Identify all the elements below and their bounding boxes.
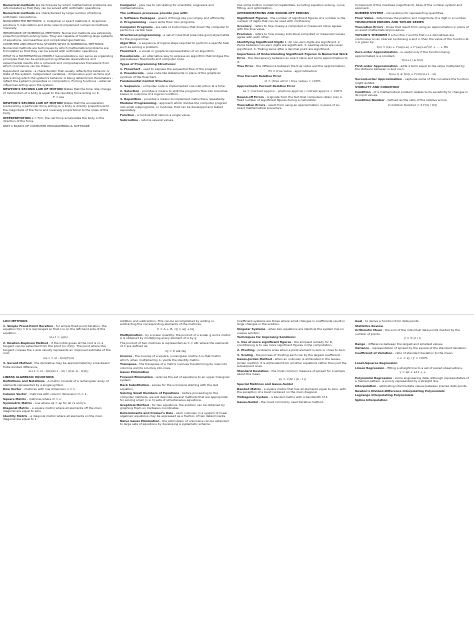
text-column-3 bbox=[237, 4, 348, 310]
paragraph-heading: APPROXIMATIONS AND ROUND-OFF ERRORS bbox=[237, 11, 310, 16]
paragraph-heading: 1. Software Packages bbox=[120, 15, 156, 20]
paragraph-heading: Transpose bbox=[120, 362, 137, 367]
paragraph-text: - returns several values. bbox=[139, 117, 175, 122]
paragraph bbox=[237, 4, 348, 11]
paragraph bbox=[237, 33, 348, 40]
paragraph bbox=[120, 342, 231, 349]
paragraph-text: - a module that returns a single value. bbox=[135, 112, 191, 117]
paragraph-text: If a function f and its first n+1 derivatives are continuous on an interval containing a and x, then the value of the function at x is given by: bbox=[355, 33, 469, 45]
paragraph-text: a = F/m, the net force accelerates the body in the direction of the force. bbox=[3, 115, 105, 124]
paragraph-text: - some engineering data, although representative of a marked pattern, is poorly represented by a straight line. bbox=[355, 375, 469, 384]
paragraph-text: - each unknown in a system of linear algebraic equations may be expressed as a fraction of two determinants. bbox=[120, 410, 228, 419]
paragraph-text: - when an unknown is eliminated in the Gauss-Jordan method, it is eliminated from all other equations rather than just the subsequent ones. bbox=[237, 357, 347, 369]
paragraph-text: - the most commonly used iterative method. bbox=[259, 399, 324, 404]
paragraph-text: - defined as the ratio of the relative errors. bbox=[385, 98, 448, 103]
paragraph-text: Component of the mantissa (significand), base of the number system and exponent. bbox=[355, 4, 463, 11]
paragraph-text: - computer code is implemented one instruction at a time. bbox=[140, 84, 226, 89]
paragraph-text: - of a mathematical problem relates to its sensitivity to changes in its input values. bbox=[355, 89, 468, 98]
paragraph-text: - for two equations, the solution can be obtained by graphing them on Cartesian coordinates. bbox=[120, 402, 225, 411]
paragraph-heading: Newton's Divided-Difference Interpolating Polynomials bbox=[355, 388, 445, 393]
paragraph bbox=[237, 80, 348, 83]
paragraph-text: - representation of spread by the square of the standard deviation. bbox=[370, 346, 467, 351]
paragraph bbox=[355, 65, 470, 72]
paragraph bbox=[120, 55, 231, 62]
paragraph bbox=[120, 102, 231, 112]
formula: C = A + B, cij = aij + bij bbox=[156, 327, 195, 332]
paragraph-text: - the number of significant figures of a number is the number of digits that can be used with confidence. bbox=[237, 15, 346, 24]
paragraph-text: - refers to how closely individual computed or measured values agree with each other. bbox=[237, 31, 345, 40]
paragraph bbox=[120, 34, 231, 41]
paragraph-text: are characterized by large number of tedious arithmetic calculations. bbox=[3, 11, 102, 19]
page-divider bbox=[0, 314, 474, 315]
paragraph-heading: Function bbox=[120, 112, 135, 117]
paragraph-heading: Condition bbox=[355, 89, 371, 94]
paragraph-heading: 3. Secant Method bbox=[3, 361, 32, 366]
paragraph-heading: INTERPRETATION bbox=[3, 115, 31, 120]
paragraph-text: - a visual or graphical representation of an algorithm. bbox=[137, 49, 215, 54]
formula: f(xi+1) ≅ f(xi) + f'(xi)(xi+1 - xi) bbox=[388, 71, 437, 76]
paragraph-heading: Column Vector bbox=[3, 392, 27, 397]
paragraph-heading: Square Matrix bbox=[3, 396, 27, 401]
paragraph bbox=[3, 88, 114, 95]
paragraph-heading: 2. Pivoting bbox=[237, 347, 255, 352]
paragraph bbox=[3, 370, 114, 373]
paragraph-heading: Precision bbox=[237, 31, 252, 36]
paragraph bbox=[237, 104, 348, 111]
paragraph-heading: NEWTON'S SECOND LAW OF MOTION bbox=[3, 87, 63, 92]
paragraph-text: - the sum of the individual data points divided by the number of points. bbox=[355, 328, 460, 336]
paragraph-heading: Row Vector bbox=[3, 387, 22, 392]
paragraph bbox=[237, 401, 348, 404]
paragraph-heading: Truncation Errors bbox=[355, 25, 384, 30]
formula: y = a0 + a1x + e bbox=[399, 370, 426, 375]
paragraph-text: - result from using an approximation in place of an exact mathematical procedure. bbox=[237, 102, 340, 111]
paragraph bbox=[3, 32, 114, 42]
paragraph-heading: Back Substitution bbox=[120, 383, 149, 388]
paragraph-text: - estimating intermediate values between precise data points. bbox=[377, 384, 468, 389]
paragraph-heading: Least-Squares Regression bbox=[355, 361, 398, 366]
paragraph bbox=[3, 380, 114, 387]
text-column-2 bbox=[120, 4, 231, 310]
paragraph-heading: Subroutine bbox=[120, 117, 139, 122]
paragraph-heading: Singular Systems bbox=[237, 327, 266, 332]
text-column-4 bbox=[355, 4, 470, 310]
paragraph-text: States that the acceleration produced by a particular force acting on a body is directly proportional to the magnitude of the force and inversely proportional to the mass of the body. bbox=[3, 100, 110, 116]
paragraph bbox=[120, 72, 231, 79]
paragraph-heading: Round-off Errors bbox=[237, 94, 264, 99]
paragraph bbox=[3, 342, 114, 356]
paragraph-heading: Linear Regression bbox=[355, 365, 385, 370]
paragraph bbox=[120, 328, 231, 331]
paragraph bbox=[237, 358, 348, 368]
paragraph-heading: Goal bbox=[355, 320, 363, 323]
paragraph-text: - the derivative may be approximated by a backward finite divided difference. bbox=[3, 361, 110, 369]
paragraph-heading: Arithmetic Mean bbox=[355, 328, 383, 333]
paragraph-text: - difference between the largest and smallest values. bbox=[366, 341, 444, 346]
paragraph bbox=[120, 4, 231, 11]
paragraph-heading: Accuracy bbox=[237, 23, 252, 28]
paragraph bbox=[3, 20, 114, 30]
paragraph-heading: Range bbox=[355, 341, 366, 346]
paragraph bbox=[120, 320, 231, 327]
paragraph bbox=[120, 90, 231, 97]
paragraph-text: - captures some of the curvature the function might exhibit. bbox=[355, 77, 469, 85]
paragraph-text: - matrices where m = n. bbox=[26, 396, 63, 401]
paragraph bbox=[3, 362, 114, 369]
paragraph-text: - reduces the set of equations to an upper triangular system. bbox=[120, 375, 230, 383]
paragraph-text: - one where aij = aji for all i's and j's. bbox=[32, 401, 87, 406]
paragraph bbox=[120, 404, 231, 411]
paragraph-heading: Standard Deviation bbox=[237, 368, 269, 373]
text-column-2 bbox=[120, 320, 231, 626]
paragraph bbox=[355, 59, 470, 62]
paragraph-heading: Special Matrices and Gauss-Seidel bbox=[237, 382, 293, 387]
paragraph-text: PART 1 BASICS OF COMPUTER PROGRAMMING & SOFTWARE bbox=[3, 123, 90, 128]
paragraph-heading: Zero-order Approximation bbox=[355, 50, 398, 55]
paragraph bbox=[120, 350, 231, 353]
paragraph bbox=[120, 42, 231, 49]
paragraph-heading: 2. Newton-Raphson Method bbox=[3, 340, 49, 345]
paragraph bbox=[3, 102, 114, 116]
paragraph-text: - the discrepancy between an exact value and some approximation to it. bbox=[237, 56, 348, 64]
paragraph bbox=[237, 320, 348, 327]
paragraph-text: - originate from the fact that computers retain only a fixed number of significant figures during a calculation. bbox=[237, 94, 342, 103]
formula: f(xi+1) ≅ f(xi) bbox=[401, 58, 424, 63]
paragraph bbox=[355, 329, 470, 336]
paragraph-text: - conventions for representing quantities. bbox=[384, 11, 445, 16]
paragraph-heading: 1. Simple Fixed-Point Iteration bbox=[3, 323, 54, 328]
paragraph-text: The product of two matrices is represented as C = AB, where the elements of C are defined as: bbox=[120, 340, 229, 349]
paragraph-text: - a banded matrix with a bandwidth of 3. bbox=[269, 395, 329, 400]
paragraph bbox=[120, 355, 231, 362]
paragraph-text: - provides a means to split the program's flow into branches based on outcome of a logical condition. bbox=[120, 88, 228, 97]
paragraph bbox=[355, 78, 470, 85]
paragraph-text: Coefficient systems are those where small changes in coefficients result in large changes in the solution. bbox=[237, 320, 346, 327]
paragraph-text: - the transpose of a matrix involves transforming its rows into columns and its columns into rows. bbox=[120, 362, 228, 370]
paragraph-text: Addition and subtraction. This can be accomplished by adding or subtracting the corresponding elements of the matrices. bbox=[120, 320, 215, 327]
paragraph-heading: Structured programming bbox=[120, 33, 161, 38]
paragraph-heading: Definitions and Notations bbox=[3, 379, 45, 384]
paragraph-heading: Graphical Method bbox=[120, 402, 149, 407]
paragraph bbox=[355, 399, 470, 402]
paragraph-text: - refers to how closely a computed or measured value agrees with the true value. bbox=[237, 23, 342, 32]
paragraph-text: - are sets of instructions that direct the computer to perform a certain task. bbox=[120, 25, 230, 33]
paragraph-text: - uses code-like statements in place of the graphical symbols of the flowchart. bbox=[120, 71, 221, 79]
paragraph bbox=[3, 12, 114, 19]
paragraph-text: - a set of rules that prescribe good style habits for the programmer. bbox=[120, 33, 230, 41]
paragraph-heading: LOCI METHODS bbox=[3, 320, 28, 323]
paragraph bbox=[237, 25, 348, 32]
paragraph-heading: 3. Scaling bbox=[237, 352, 253, 357]
paragraph-heading: Coefficient of Variation bbox=[355, 351, 393, 356]
paragraph bbox=[237, 388, 348, 395]
paragraph-heading: TAYLOR'S THEOREM bbox=[355, 33, 388, 38]
paragraph-text: - the difference between the true value and the approximation. bbox=[254, 64, 346, 69]
paragraph bbox=[355, 26, 470, 33]
paragraph-heading: 2. Selection bbox=[120, 88, 140, 93]
paragraph bbox=[237, 378, 348, 381]
paragraph bbox=[355, 99, 470, 102]
paragraph-heading: First-order Approximation bbox=[355, 63, 398, 68]
paragraph bbox=[355, 104, 470, 107]
paragraph-heading: Determinants and Cramer's Rule bbox=[120, 410, 174, 415]
paragraph-text: - the process of dividing each row by the largest coefficient. bbox=[253, 352, 341, 357]
paragraph-text: - when two equations are identical the system has no unique solution. bbox=[237, 327, 344, 335]
paragraph-text: WHAT IS A MATHEMATICAL MODEL? Generalizations can serve as organizing principles that can be employed to synthesize observations and experimental results into a coherent and comprehensive framework from which conclusions can be drawn. bbox=[3, 53, 114, 69]
paragraph bbox=[120, 384, 231, 391]
paragraph-text: - determines the position and magnitude of a digit in a number. bbox=[374, 15, 467, 20]
paragraph-heading: Modular Programming bbox=[120, 101, 157, 106]
paragraph-text: - is useful only if the function being approximated is a constant. bbox=[355, 50, 450, 58]
paragraph-heading: Pseudocode bbox=[120, 53, 140, 58]
formula: εa = (current approx - previous approx) / current approx × 100% bbox=[242, 89, 343, 94]
paragraph-heading: TRUNCATION ERRORS AND TAYLOR SERIES bbox=[355, 20, 424, 25]
paragraph-heading: 3. Repetition bbox=[120, 96, 142, 101]
paragraph-text: - an alternative way to express an algorithm that bridges the gap between flowcharts and computer code. bbox=[120, 53, 229, 62]
paragraph-heading: 2. Pseudocode bbox=[120, 71, 144, 76]
paragraph-text: COMPUTER AND PRACTICAL STUDIES WHAT IS NUMERICAL METHODS: Numerical methods are techniques by which mathematical problems are formulated so that they can be solved with arithmetic operations. bbox=[3, 42, 109, 54]
paragraph-heading: 1. Flowchart bbox=[120, 66, 141, 71]
paragraph-heading: Gauss Elimination bbox=[120, 370, 150, 375]
paragraph-heading: Flowchart bbox=[120, 49, 137, 54]
paragraph bbox=[237, 96, 348, 103]
paragraph-heading: Algorithm bbox=[120, 41, 137, 46]
paragraph-text: - speed of things like you simply and efficiently. bbox=[156, 15, 225, 20]
paragraph-heading: Floor Value bbox=[355, 15, 374, 20]
paragraph bbox=[355, 4, 470, 11]
paragraph bbox=[120, 412, 231, 419]
paragraph-text: - a square matrix where all elements off the main diagonal are equal to zero. bbox=[3, 405, 102, 414]
paragraph-text: States that the time rate change of momentum of a body is equal to the resulting force acting on it. bbox=[3, 87, 112, 95]
paragraph bbox=[3, 125, 114, 128]
paragraph-heading: Variance bbox=[355, 346, 370, 351]
paragraph-heading: Significant Figures bbox=[237, 15, 268, 20]
paragraph-text: - a diagonal matrix where all elements on the main diagonal are equal to 1. bbox=[3, 414, 103, 422]
paragraph-heading: Numerical methods bbox=[3, 11, 35, 16]
paragraph-text: - the elimination of unknowns can be extended to large sets of equations by developing a systematic scheme. bbox=[120, 418, 229, 427]
paragraph-heading: Naive Gauss Elimination bbox=[120, 418, 160, 423]
paragraph-heading: 1. Sequence bbox=[120, 84, 140, 89]
paragraph bbox=[3, 357, 114, 360]
paragraph-heading: Second-order Approximation bbox=[355, 77, 402, 82]
paragraph bbox=[237, 328, 348, 335]
document-page-bottom bbox=[0, 316, 474, 632]
paragraph-text: - fitting a straight line to a set of paired observations. bbox=[385, 365, 463, 370]
paragraph-text: - for simple fixed-point iteration, the equation f(x) = 0 is rearranged so that x is on the left-hand side of the equation. bbox=[3, 323, 107, 335]
paragraph-text: - solves for the unknowns starting with the last equation. bbox=[120, 383, 219, 391]
paragraph-heading: Identity Matrix bbox=[3, 414, 28, 419]
paragraph-text: - give rise to calculating for scientists, engineers and mathematicians. bbox=[120, 4, 214, 11]
paragraph bbox=[237, 57, 348, 64]
paragraph-text: are techniques by which mathematical problems are reformulated so that they can be solved with arithmetic operations. bbox=[3, 4, 112, 11]
paragraph-heading: Computer Programs bbox=[120, 25, 153, 30]
paragraph bbox=[3, 415, 114, 422]
paragraph-heading: NUMBER SYSTEM bbox=[355, 11, 384, 16]
paragraph-text: - ratio of standard deviation to the mean. bbox=[393, 351, 454, 356]
paragraph-heading: Condition Number bbox=[355, 98, 385, 103]
paragraph-text: Dependent variable - a characteristic that usually reflects the behavior or state of the system. Independent variables - dimensions such as time and space along which the system's behavior is being determined. Parameters - reflect the system's properties or composition. Forcing functions - external influences acting upon the system. bbox=[3, 68, 113, 87]
paragraph bbox=[3, 70, 114, 87]
paragraph bbox=[3, 407, 114, 414]
paragraph-heading: 2. Programming bbox=[120, 20, 147, 25]
text-column-1 bbox=[3, 4, 114, 310]
paragraph-heading: Inverse bbox=[120, 354, 133, 359]
paragraph-heading: Symmetric Matrix bbox=[3, 401, 32, 406]
text-column-4 bbox=[355, 320, 470, 626]
paragraph-heading: Gauss-Jordan Method bbox=[237, 357, 272, 362]
paragraph bbox=[3, 96, 114, 99]
formula: cij = Σ aik bkj bbox=[164, 348, 187, 353]
paragraph bbox=[3, 55, 114, 69]
formula: Condition Number = x̃ f'(x̃) / f(x̃) bbox=[387, 102, 438, 107]
paragraph bbox=[355, 73, 470, 76]
paragraph-heading: Identifying Significant Digits bbox=[237, 40, 284, 45]
paragraph-heading: Solving Small Numbers of Equations bbox=[120, 391, 180, 396]
paragraph-text: - used to express the sequential flow of the program. bbox=[141, 66, 219, 71]
paragraph bbox=[355, 357, 470, 360]
paragraph-heading: Error bbox=[237, 56, 246, 61]
formula: c.v. = sy / ȳ × 100% bbox=[397, 355, 428, 360]
paragraph-heading: Statistics Review bbox=[355, 323, 384, 328]
paragraph bbox=[237, 90, 348, 93]
paragraph-heading: Diagonal Matrix bbox=[3, 405, 29, 410]
paragraph bbox=[120, 376, 231, 383]
paragraph bbox=[3, 117, 114, 124]
paragraph-text: - approach which divides the computer program into small subprograms, or modules, that can be developed and tested separately. bbox=[120, 101, 228, 113]
paragraph-text: IMPORTANCE OF NUMERICAL METHODS: Numerical methods are extremely powerful problem-solving tools. They are capable of handling large systems of equations, nonlinearities and complicated geometries. bbox=[3, 30, 113, 42]
formula: xi+1 = xi - f(xi)/f'(xi) bbox=[42, 355, 75, 360]
paragraph bbox=[120, 420, 231, 427]
formula: F = ma bbox=[52, 95, 65, 100]
paragraph-text: - problems arise when a pivot element is zero or close to zero. bbox=[255, 347, 346, 352]
paragraph-heading: 1. Use of more significant figures bbox=[237, 339, 292, 344]
paragraph-text: - matrices with row dimension n = 1. bbox=[22, 387, 76, 392]
paragraph-heading: Multiplication bbox=[120, 332, 143, 337]
paragraph bbox=[237, 41, 348, 51]
paragraph-heading: Forward Elimination bbox=[120, 375, 153, 380]
paragraph bbox=[3, 43, 114, 53]
paragraph-heading: Spline Interpolation bbox=[355, 397, 388, 402]
paragraph-text: 1. All non-zero digits are significant. 2. Zeros between non-zero digits are significant. 3. Leading zeros are never significant. 4. Trailing zeros after a decimal point are significant. bbox=[237, 40, 343, 51]
text-column-3 bbox=[237, 320, 348, 626]
paragraph-text: - before proceeding to the computer methods, we will describe several methods that are appropriate for solving small (n ≤ 3) sets of simultaneous equations. bbox=[120, 391, 228, 403]
paragraph bbox=[3, 325, 114, 335]
paragraph bbox=[237, 17, 348, 24]
paragraph-text: - A matrix consists of a rectangular array of elements represented by a single symbol. bbox=[3, 379, 109, 387]
paragraph-text: - matrices with column dimension m = 1. bbox=[27, 392, 88, 397]
paragraph-heading: Techniques for Improving Solutions: bbox=[237, 335, 296, 340]
formula: sy = √(St / (n - 1)) bbox=[278, 376, 307, 381]
paragraph-heading: Computer bbox=[120, 4, 137, 7]
paragraph bbox=[3, 4, 114, 11]
paragraph-text: - the simplest remedy for ill-conditioning is to use more significant figures in the computation. bbox=[237, 339, 334, 348]
formula: xi+1 = xi - f(xi)(xi-1 - xi) / (f(xi-1) - f(xi)) bbox=[28, 369, 89, 374]
paragraph-text: - the inverse of a square, nonsingular matrix A is that matrix which, when multiplied by A, yields the identity matrix. bbox=[120, 354, 221, 362]
paragraph-heading: Importance of Understanding Significant Figures in Numerical Work bbox=[237, 51, 348, 56]
text-column-1 bbox=[3, 320, 114, 626]
paragraph-heading: Lagrange Interpolating Polynomials bbox=[355, 393, 414, 398]
paragraph-text: NONCOMPUTER METHODS: 1. Analytical or exact methods 2. Graphical solutions 3. Calculators and slide rules to implement numerical methods manually. bbox=[3, 19, 109, 31]
paragraph bbox=[120, 392, 231, 402]
paragraph bbox=[237, 70, 348, 73]
paragraph bbox=[3, 336, 114, 339]
paragraph-heading: The software processes provide you with: bbox=[120, 11, 189, 16]
paragraph-heading: LINEAR ALGEBRAIC EQUATIONS bbox=[3, 374, 54, 379]
paragraph bbox=[120, 26, 231, 33]
paragraph-heading: Numerical methods bbox=[3, 4, 35, 7]
paragraph bbox=[355, 371, 470, 374]
paragraph bbox=[355, 51, 470, 58]
paragraph bbox=[355, 91, 470, 98]
formula: Et = true value - approximation bbox=[268, 68, 317, 73]
paragraph bbox=[355, 46, 470, 49]
paragraph bbox=[120, 334, 231, 341]
paragraph-heading: STABILITY AND CONDITION bbox=[355, 85, 399, 90]
paragraph-text: - the most common measure of spread for a sample about the mean. bbox=[237, 368, 345, 377]
paragraph-heading: NEWTON'S SECOND LAW OF MOTION bbox=[3, 100, 63, 105]
formula: xi+1 = g(xi) bbox=[49, 335, 68, 340]
paragraph bbox=[120, 119, 231, 122]
paragraph-heading: Types of Programming Structures: bbox=[120, 62, 177, 67]
paragraph-text: Use some built-in numerical capabilities, including equation solving, curve fitting, and optimization. bbox=[237, 4, 345, 11]
paragraph-text: - if the initial guess at the root is xi, a tangent can be extended from the point [xi, f(xi)]. The point where this tangent crosses the x axis usually represents an improved estimate of the root. bbox=[3, 340, 111, 355]
paragraph-heading: True Error bbox=[237, 64, 254, 69]
paragraph-heading: Polynomial Regression bbox=[355, 375, 393, 380]
paragraph-heading: True Percent Relative Error bbox=[237, 74, 282, 79]
paragraph bbox=[237, 341, 348, 348]
paragraph-text: - provides a means to implement instructions repeatedly. bbox=[142, 96, 225, 101]
paragraph-text: - adds a term equal to the slope multiplied by the distance between xi and xi+1. bbox=[355, 63, 465, 72]
paragraph-text: - a sequence of logical steps required to perform a specific task such as solving a problem. bbox=[120, 41, 230, 49]
paragraph-heading: Banded Matrix bbox=[237, 386, 261, 391]
paragraph-text: - those that result from using an approximation in place of an exact mathematical procedure. bbox=[355, 25, 469, 33]
paragraph-text: - users write their own programs. bbox=[147, 20, 196, 25]
formula: f(x) = f(a) + f'(a)(x-a) + f''(a)(x-a)²/2! + ... + Rn bbox=[376, 44, 449, 49]
paragraph-heading: Gauss-Seidel bbox=[237, 399, 259, 404]
formula: ȳ = Σ yi / n bbox=[404, 336, 421, 341]
paragraph-text: - a square matrix that has all elements equal to zero, with the exception of a band centered on the main diagonal. bbox=[237, 386, 346, 395]
paragraph-text: - by a scalar quantity: the product of a scalar g and a matrix A is obtained by multiplying every element of A by g. bbox=[120, 332, 231, 340]
paragraph bbox=[355, 377, 470, 384]
paragraph-text: - to derive a function from data points. bbox=[363, 320, 420, 323]
paragraph bbox=[237, 370, 348, 377]
formula: εt = (true error / true value) × 100% bbox=[264, 79, 321, 84]
paragraph-heading: Approximate Percent Relative Error bbox=[237, 84, 296, 89]
paragraph-heading: Tridiagonal System bbox=[237, 395, 269, 400]
paragraph bbox=[355, 34, 470, 44]
paragraph-heading: Fundamental Control Structures: bbox=[120, 79, 174, 84]
paragraph bbox=[355, 337, 470, 340]
paragraph-heading: Truncation Errors bbox=[237, 102, 266, 107]
paragraph bbox=[120, 363, 231, 370]
paragraph-heading: Interpolation bbox=[355, 384, 377, 389]
